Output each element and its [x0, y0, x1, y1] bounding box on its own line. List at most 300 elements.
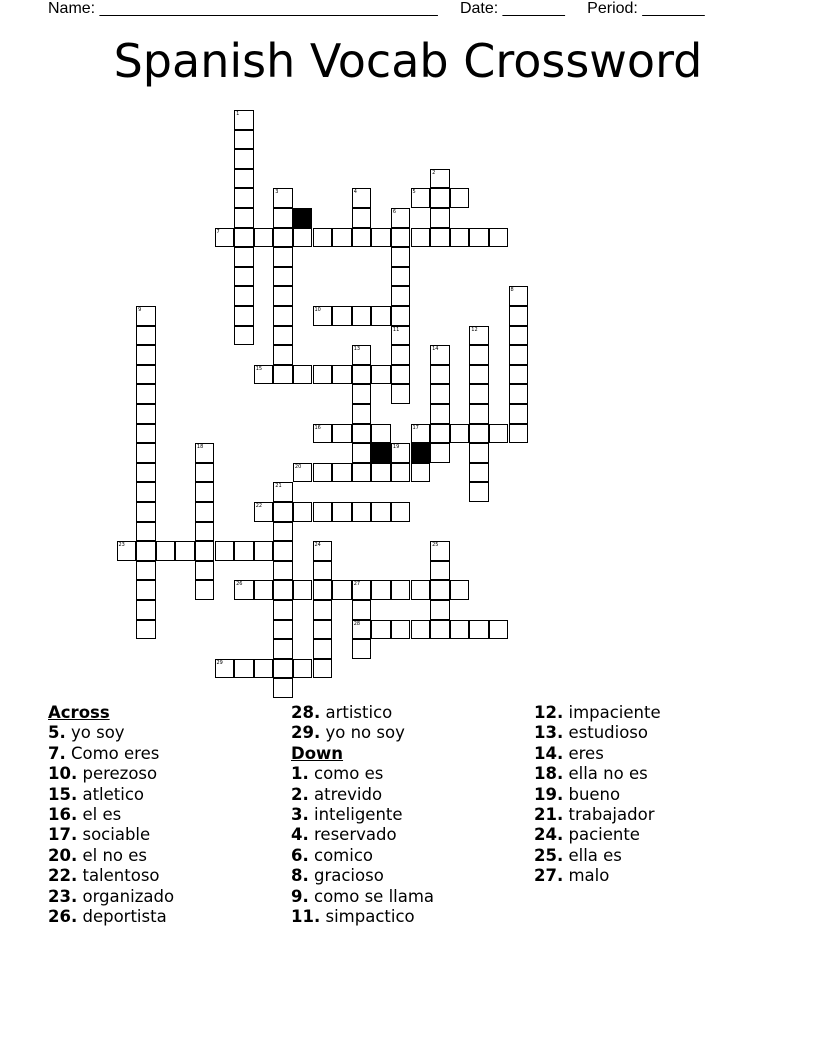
grid-cell[interactable]: [136, 326, 156, 346]
clue-text: inteligente: [308, 805, 403, 825]
grid-cell[interactable]: [195, 502, 215, 522]
grid-cell[interactable]: [136, 522, 156, 542]
grid-cell[interactable]: [332, 463, 352, 483]
clue-text: trabajador: [563, 805, 655, 825]
period-field[interactable]: Period: _______: [587, 0, 705, 17]
grid-cell[interactable]: [352, 463, 372, 483]
clue-number: 1: [236, 111, 240, 117]
grid-cell[interactable]: [489, 424, 509, 444]
grid-cell[interactable]: [136, 600, 156, 620]
clue-item: [48, 907, 174, 927]
grid-cell[interactable]: [469, 384, 489, 404]
grid-cell[interactable]: [430, 443, 450, 463]
grid-cell[interactable]: [293, 502, 313, 522]
grid-cell[interactable]: [469, 365, 489, 385]
grid-cell[interactable]: [352, 404, 372, 424]
grid-cell[interactable]: [273, 561, 293, 581]
grid-cell[interactable]: [313, 561, 333, 581]
grid-cell[interactable]: [273, 247, 293, 267]
grid-cell[interactable]: [469, 424, 489, 444]
grid-cell[interactable]: [136, 482, 156, 502]
grid-cell[interactable]: [234, 580, 254, 600]
clue-number: 11: [392, 326, 400, 333]
grid-cell[interactable]: [332, 424, 352, 444]
clue-item: [48, 887, 174, 907]
clue-item: [291, 907, 434, 927]
grid-cell[interactable]: [313, 463, 333, 483]
clue-text: el es: [77, 805, 122, 825]
grid-cell[interactable]: [254, 365, 274, 385]
grid-cell[interactable]: [391, 502, 411, 522]
clue-number-label: 1.: [291, 764, 309, 784]
clue-item: [291, 887, 434, 907]
grid-cell[interactable]: [430, 384, 450, 404]
clue-item: [48, 805, 174, 825]
grid-cell[interactable]: [391, 228, 411, 248]
grid-cell[interactable]: [136, 443, 156, 463]
clue-number: 24: [314, 542, 321, 549]
clue-item: [291, 866, 434, 886]
clue-number: 8: [510, 287, 514, 294]
clue-number: 28: [353, 620, 361, 627]
grid-cell[interactable]: [411, 463, 431, 483]
across-heading: Across: [48, 703, 110, 722]
clue-number: 6: [392, 209, 397, 215]
grid-cell[interactable]: [430, 620, 450, 640]
clue-text: comico: [308, 845, 373, 865]
clue-text: gracioso: [308, 866, 384, 886]
black-cell: [371, 443, 391, 463]
clue-text: artistico: [320, 703, 393, 722]
clue-item: [48, 764, 174, 784]
grid-cell[interactable]: [430, 365, 450, 385]
clue-number: 23: [118, 542, 125, 549]
clue-number-label: 8.: [291, 866, 309, 886]
clue-text: atrevido: [308, 784, 383, 804]
grid-cell[interactable]: [332, 580, 352, 600]
clue-number-label: 21.: [534, 805, 564, 825]
grid-cell[interactable]: [371, 620, 391, 640]
date-field[interactable]: Date: _______: [459, 0, 565, 17]
grid-cell[interactable]: [195, 443, 215, 463]
grid-cell[interactable]: [509, 286, 529, 306]
grid-cell[interactable]: [195, 463, 215, 483]
clue-item: [534, 703, 661, 723]
grid-cell[interactable]: [469, 326, 489, 346]
clue-item: [48, 744, 174, 764]
down-heading: Down: [291, 743, 344, 763]
clue-number-label: 18.: [534, 764, 564, 784]
grid-cell[interactable]: [450, 580, 470, 600]
grid-cell[interactable]: [293, 659, 313, 679]
grid-cell[interactable]: [234, 659, 254, 679]
grid-cell[interactable]: [234, 306, 254, 326]
grid-cell[interactable]: [332, 228, 352, 248]
grid-cell[interactable]: [489, 620, 509, 640]
clue-number-label: 26.: [48, 907, 78, 927]
grid-cell[interactable]: [352, 639, 372, 659]
grid-cell[interactable]: [352, 188, 372, 208]
grid-cell[interactable]: [430, 169, 450, 189]
grid-cell[interactable]: [136, 365, 156, 385]
clue-item: [534, 764, 661, 784]
clue-number: 25: [432, 542, 439, 549]
clue-text: impaciente: [563, 703, 661, 722]
clue-number: 17: [412, 424, 419, 431]
clue-number: 12: [471, 326, 478, 333]
grid-cell[interactable]: [313, 502, 333, 522]
grid-cell[interactable]: [352, 228, 372, 248]
clue-number-label: 11.: [291, 907, 321, 927]
grid-cell[interactable]: [254, 541, 274, 561]
clue-item: [534, 785, 661, 805]
grid-cell[interactable]: [391, 384, 411, 404]
clue-item: [534, 846, 661, 866]
grid-cell[interactable]: [430, 561, 450, 581]
grid-cell[interactable]: [254, 659, 274, 679]
clue-number: 15: [255, 365, 263, 372]
grid-cell[interactable]: [195, 561, 215, 581]
grid-cell[interactable]: [313, 600, 333, 620]
grid-cell[interactable]: [234, 326, 254, 346]
grid-cell[interactable]: [195, 522, 215, 542]
clue-number-label: 17.: [48, 825, 78, 845]
clue-number-label: 15.: [48, 784, 78, 804]
grid-cell[interactable]: [352, 208, 372, 228]
grid-cell[interactable]: [313, 424, 333, 444]
grid-cell[interactable]: [313, 639, 333, 659]
grid-cell[interactable]: [489, 228, 509, 248]
grid-cell[interactable]: [234, 541, 254, 561]
grid-cell[interactable]: [352, 580, 372, 600]
grid-cell[interactable]: [234, 286, 254, 306]
grid-cell[interactable]: [215, 228, 235, 248]
grid-cell[interactable]: [509, 306, 529, 326]
grid-cell[interactable]: [234, 110, 254, 130]
clue-number-label: 23.: [48, 886, 78, 906]
grid-cell[interactable]: [293, 463, 313, 483]
grid-cell[interactable]: [273, 286, 293, 306]
clue-number: 19: [392, 444, 400, 451]
clue-number-label: 20.: [48, 845, 78, 865]
grid-cell[interactable]: [430, 345, 450, 365]
grid-cell[interactable]: [509, 326, 529, 346]
grid-cell[interactable]: [195, 541, 215, 561]
name-field[interactable]: Name: ______________________________________: [48, 0, 438, 17]
clue-number-label: 24.: [534, 825, 564, 845]
grid-cell[interactable]: [469, 228, 489, 248]
clue-number: 26: [236, 581, 243, 588]
grid-cell[interactable]: [313, 306, 333, 326]
grid-cell[interactable]: [371, 306, 391, 326]
clue-number-label: 13.: [534, 723, 564, 743]
grid-cell[interactable]: [273, 482, 293, 502]
grid-cell[interactable]: [234, 169, 254, 189]
clue-number-label: 27.: [534, 866, 564, 886]
grid-cell[interactable]: [411, 620, 431, 640]
grid-cell[interactable]: [234, 188, 254, 208]
clue-text: Como eres: [65, 743, 160, 763]
grid-cell[interactable]: [411, 424, 431, 444]
grid-cell[interactable]: [469, 620, 489, 640]
grid-cell[interactable]: [391, 208, 411, 228]
clue-text: el no es: [77, 845, 148, 865]
grid-cell[interactable]: [352, 620, 372, 640]
grid-cell[interactable]: [273, 306, 293, 326]
grid-cell[interactable]: [234, 130, 254, 150]
clue-item: [291, 764, 434, 784]
grid-cell[interactable]: [234, 267, 254, 287]
grid-cell[interactable]: [313, 365, 333, 385]
clue-number-label: 16.: [48, 805, 78, 825]
clue-text: yo no soy: [320, 723, 405, 743]
grid-cell[interactable]: [371, 502, 391, 522]
clue-number-label: 5.: [48, 723, 66, 743]
grid-cell[interactable]: [293, 365, 313, 385]
grid-cell[interactable]: [234, 247, 254, 267]
grid-cell[interactable]: [352, 424, 372, 444]
grid-cell[interactable]: [430, 188, 450, 208]
grid-cell[interactable]: [430, 404, 450, 424]
grid-cell[interactable]: [332, 502, 352, 522]
grid-cell[interactable]: [273, 659, 293, 679]
grid-cell[interactable]: [313, 659, 333, 679]
grid-cell[interactable]: [430, 600, 450, 620]
grid-cell[interactable]: [273, 639, 293, 659]
clue-number: 29: [216, 659, 223, 666]
grid-cell[interactable]: [352, 502, 372, 522]
grid-cell[interactable]: [391, 247, 411, 267]
grid-cell[interactable]: [391, 443, 411, 463]
clue-number-label: 2.: [291, 784, 309, 804]
grid-cell[interactable]: [469, 463, 489, 483]
clue-item: [48, 785, 174, 805]
grid-cell[interactable]: [469, 482, 489, 502]
grid-cell[interactable]: [215, 541, 235, 561]
clue-number: 4: [353, 189, 357, 196]
grid-cell[interactable]: [293, 580, 313, 600]
grid-cell[interactable]: [273, 188, 293, 208]
grid-cell[interactable]: [136, 580, 156, 600]
grid-cell[interactable]: [450, 424, 470, 444]
clue-item: [534, 723, 661, 743]
grid-cell[interactable]: [273, 267, 293, 287]
clue-number-label: 7.: [48, 743, 66, 763]
clue-text: reservado: [308, 825, 397, 845]
clue-text: atletico: [77, 784, 145, 804]
grid-cell[interactable]: [391, 580, 411, 600]
grid-cell[interactable]: [273, 228, 293, 248]
grid-cell[interactable]: [332, 365, 352, 385]
clue-item: [534, 825, 661, 845]
clue-number: 10: [314, 307, 321, 313]
clue-number-label: 3.: [291, 805, 309, 825]
page-title: Spanish Vocab Crossword: [113, 34, 703, 88]
grid-cell[interactable]: [273, 522, 293, 542]
grid-cell[interactable]: [430, 208, 450, 228]
grid-cell[interactable]: [371, 424, 391, 444]
grid-cell[interactable]: [352, 365, 372, 385]
grid-cell[interactable]: [430, 424, 450, 444]
grid-cell[interactable]: [430, 580, 450, 600]
clue-text: ella no es: [563, 764, 648, 784]
clue-number: 14: [432, 346, 439, 353]
grid-cell[interactable]: [273, 678, 293, 698]
grid-cell[interactable]: [371, 580, 391, 600]
clue-text: malo: [563, 866, 610, 886]
grid-cell[interactable]: [273, 600, 293, 620]
clue-number-label: 14.: [534, 743, 564, 763]
grid-cell[interactable]: [234, 149, 254, 169]
clue-number-label: 29.: [291, 723, 321, 743]
clue-item: [291, 805, 434, 825]
grid-cell[interactable]: [313, 541, 333, 561]
grid-cell[interactable]: [273, 580, 293, 600]
clue-number: 9: [138, 307, 142, 313]
grid-cell[interactable]: [469, 443, 489, 463]
grid-cell[interactable]: [136, 620, 156, 640]
clue-item: [48, 825, 174, 845]
grid-cell[interactable]: [313, 620, 333, 640]
grid-cell[interactable]: [411, 228, 431, 248]
clue-text: eres: [563, 743, 604, 763]
clue-item: [291, 825, 434, 845]
grid-cell[interactable]: [313, 580, 333, 600]
black-cell: [293, 208, 313, 228]
grid-cell[interactable]: [391, 286, 411, 306]
clue-number: 27: [353, 581, 361, 588]
clue-text: talentoso: [77, 866, 160, 886]
grid-cell[interactable]: [136, 463, 156, 483]
grid-cell[interactable]: [254, 502, 274, 522]
clue-item: [534, 744, 661, 764]
grid-cell[interactable]: [352, 443, 372, 463]
grid-cell[interactable]: [391, 463, 411, 483]
grid-cell[interactable]: [293, 228, 313, 248]
clue-number-label: 25.: [534, 845, 564, 865]
grid-cell[interactable]: [391, 365, 411, 385]
grid-cell[interactable]: [352, 600, 372, 620]
grid-cell[interactable]: [136, 345, 156, 365]
clue-text: deportista: [77, 907, 167, 927]
clue-number: 20: [294, 463, 302, 470]
grid-cell[interactable]: [254, 580, 274, 600]
grid-cell[interactable]: [136, 561, 156, 581]
grid-cell[interactable]: [273, 502, 293, 522]
clue-item: [48, 846, 174, 866]
clue-text: simpactico: [320, 907, 415, 927]
clue-item: [534, 805, 661, 825]
grid-cell[interactable]: [509, 365, 529, 385]
clue-item: [291, 785, 434, 805]
clue-text: paciente: [563, 825, 640, 845]
grid-cell[interactable]: [273, 620, 293, 640]
grid-cell[interactable]: [234, 208, 254, 228]
grid-cell[interactable]: [195, 482, 215, 502]
grid-cell[interactable]: [391, 306, 411, 326]
grid-cell[interactable]: [430, 228, 450, 248]
grid-cell[interactable]: [273, 365, 293, 385]
grid-cell[interactable]: [136, 384, 156, 404]
grid-cell[interactable]: [391, 345, 411, 365]
grid-cell[interactable]: [273, 541, 293, 561]
clue-item: [291, 846, 434, 866]
grid-cell[interactable]: [175, 541, 195, 561]
grid-cell[interactable]: [352, 345, 372, 365]
clues-column-1: [48, 703, 174, 927]
clue-item: [534, 866, 661, 886]
grid-cell[interactable]: [117, 541, 137, 561]
grid-cell[interactable]: [450, 188, 470, 208]
grid-cell[interactable]: [332, 306, 352, 326]
grid-cell[interactable]: [391, 267, 411, 287]
clue-text: como se llama: [308, 886, 435, 906]
grid-cell[interactable]: [254, 228, 274, 248]
clue-number: 13: [353, 346, 361, 353]
clue-text: organizado: [77, 886, 175, 906]
clue-number: 18: [196, 444, 204, 451]
clue-number-label: 9.: [291, 886, 309, 906]
grid-cell[interactable]: [136, 502, 156, 522]
clue-text: sociable: [77, 825, 151, 845]
grid-cell[interactable]: [391, 326, 411, 346]
grid-cell[interactable]: [273, 345, 293, 365]
clue-text: bueno: [563, 784, 621, 804]
grid-cell[interactable]: [509, 384, 529, 404]
grid-cell[interactable]: [411, 580, 431, 600]
grid-cell[interactable]: [136, 424, 156, 444]
clue-number: 2: [432, 169, 436, 176]
grid-cell[interactable]: [136, 404, 156, 424]
grid-cell[interactable]: [450, 228, 470, 248]
grid-cell[interactable]: [136, 541, 156, 561]
grid-cell[interactable]: [509, 424, 529, 444]
clue-number-label: 4.: [291, 825, 309, 845]
black-cell: [411, 443, 431, 463]
clue-item: [291, 723, 434, 743]
grid-cell[interactable]: [371, 365, 391, 385]
grid-cell[interactable]: [352, 306, 372, 326]
clue-number-label: 28.: [291, 703, 321, 722]
grid-cell[interactable]: [273, 208, 293, 228]
clues-column-3: [534, 703, 661, 887]
grid-cell[interactable]: [509, 404, 529, 424]
grid-cell[interactable]: [195, 580, 215, 600]
clue-number-label: 19.: [534, 784, 564, 804]
grid-cell[interactable]: [136, 306, 156, 326]
grid-cell[interactable]: [509, 345, 529, 365]
grid-cell[interactable]: [352, 384, 372, 404]
grid-cell[interactable]: [411, 188, 431, 208]
grid-cell[interactable]: [371, 228, 391, 248]
clue-number-label: 10.: [48, 764, 78, 784]
grid-cell[interactable]: [469, 404, 489, 424]
grid-cell[interactable]: [391, 620, 411, 640]
grid-cell[interactable]: [313, 228, 333, 248]
grid-cell[interactable]: [234, 228, 254, 248]
clue-text: estudioso: [563, 723, 648, 743]
grid-cell[interactable]: [215, 659, 235, 679]
grid-cell[interactable]: [469, 345, 489, 365]
clues-column-2: [291, 703, 434, 927]
clue-text: ella es: [563, 845, 622, 865]
grid-cell[interactable]: [273, 326, 293, 346]
grid-cell[interactable]: [156, 541, 176, 561]
grid-cell[interactable]: [450, 620, 470, 640]
grid-cell[interactable]: [430, 541, 450, 561]
grid-cell[interactable]: [371, 463, 391, 483]
clue-number: 7: [216, 228, 220, 235]
